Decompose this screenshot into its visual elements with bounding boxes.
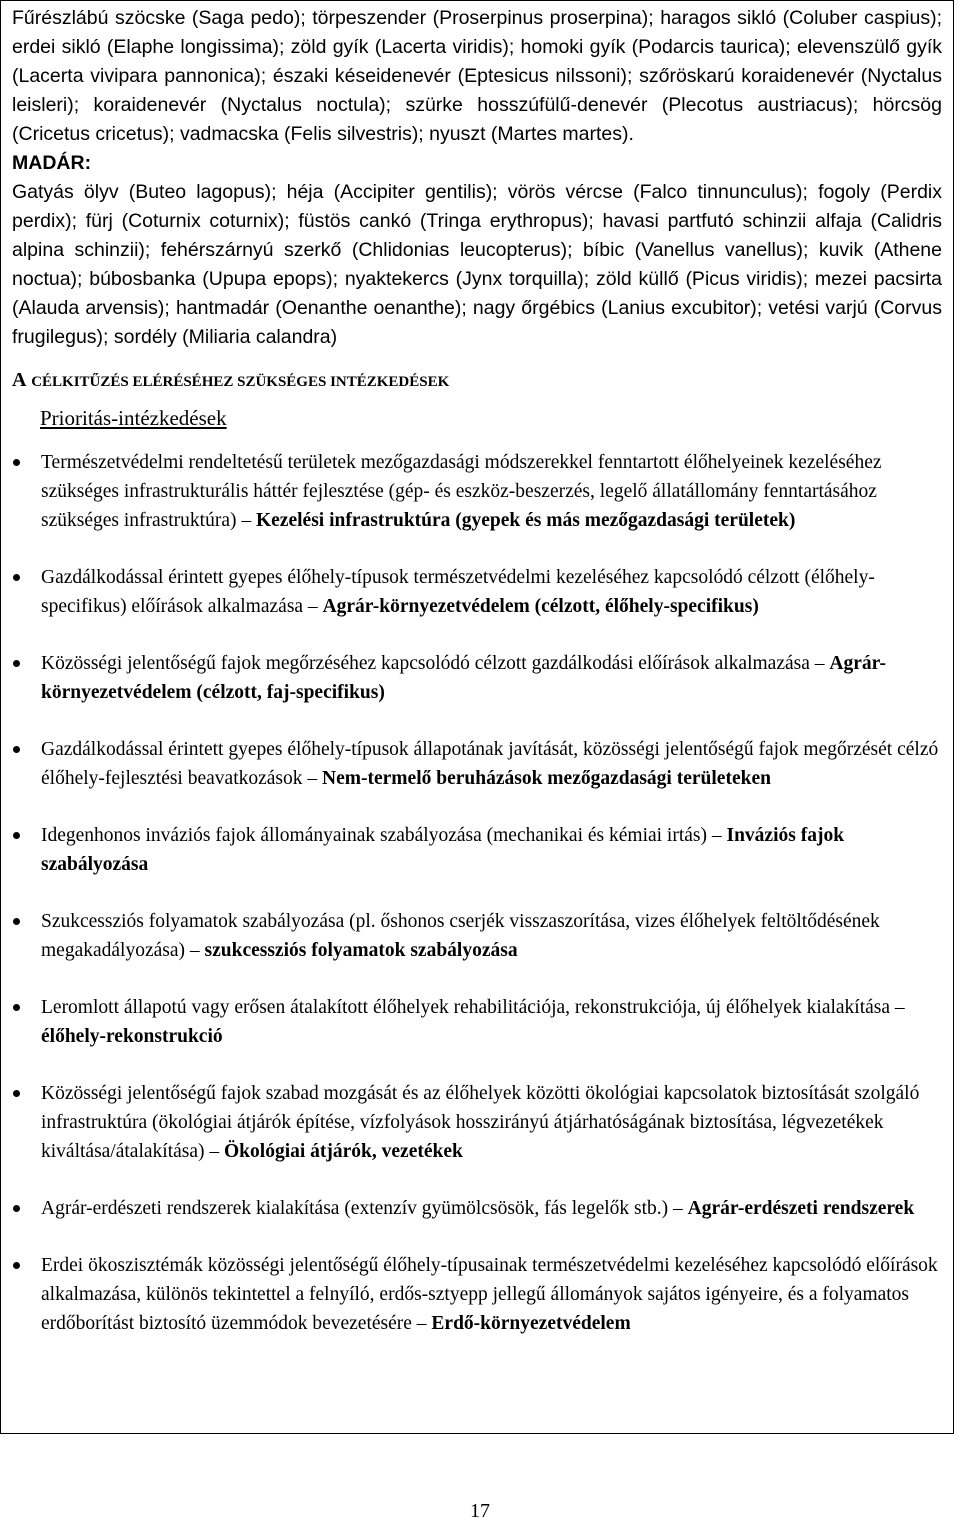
measure-text: Természetvédelmi rendeltetésű területek mezőgazdasági módszerekkel fenntartott élőhelyeinek kezeléséhez szükséges infrastrukturális háttér fejlesztése (gép- és eszköz-beszerzés, legelő állatállomány fenntartásához szükséges infrastruktúra) – [41,452,882,531]
measures-list [12,448,942,1338]
measure-category: Agrár-erdészeti rendszerek [687,1198,915,1219]
bullet-icon [13,1004,20,1011]
measure-category: Inváziós fajok szabályozása [41,825,845,875]
bullet-icon [13,660,20,667]
list-item [12,993,942,1051]
measures-heading-initial: A [12,369,27,391]
measure-category: Agrár-környezetvédelem (célzott, faj-specifikus) [41,653,887,703]
list-item [12,1194,942,1223]
measure-text: Közösségi jelentőségű fajok szabad mozgását és az élőhelyek közötti ökológiai kapcsolatok biztosítását szolgáló infrastruktúra (ökológiai átjárók építése, vízfolyások hosszirányú átjárhatóságának biztosítása, légvezetékek kiváltása/átalakítása) – [41,1083,920,1162]
bird-paragraph: Gatyás ölyv (Buteo lagopus); héja (Accipiter gentilis); vörös vércse (Falco tinnunculus); fogoly (Perdix perdix); fürj (Coturnix coturnix); füstös cankó (Tringa erythropus); havasi partfutó schinzii alfaja (Calidris alpina schinzii); fehérszárnyú szerkő (Chlidonias leucopterus); bíbic (Vanellus vanellus); kuvik (Athene noctua); búbosbanka (Upupa epops); nyaktekercs (Jynx torquilla); zöld küllő (Picus viridis); mezei pacsirta (Alauda arvensis); hantmadár (Oenanthe oenanthe); nagy őrgébics (Lanius excubitor); vetési varjú (Corvus frugilegus); sordély (Miliaria calandra) [12,181,942,348]
bullet-icon [13,1205,20,1212]
measures-heading [12,366,942,396]
list-item [12,448,942,535]
list-item [12,563,942,621]
species-paragraph: Fűrészlábú szöcske (Saga pedo); törpeszender (Proserpinus proserpina); haragos sikló (Coluber caspius); erdei sikló (Elaphe longissima); zöld gyík (Lacerta viridis); homoki gyík (Podarcis taurica); elevenszülő gyík (Lacerta vivipara pannonica); északi késeidenevér (Eptesicus nilssoni); szőröskarú koraidenevér (Nyctalus leisleri); koraidenevér (Nyctalus noctula); szürke hosszúfülű-denevér (Plecotus austriacus); hörcsög (Cricetus cricetus); vadmacska (Felis silvestris); nyuszt (Martes martes). [12,7,942,145]
measure-text: Agrár-erdészeti rendszerek kialakítása (extenzív gyümölcsösök, fás legelők stb.) – [41,1198,688,1219]
measure-category: Erdő-környezetvédelem [431,1313,631,1334]
bullet-icon [13,1090,20,1097]
bullet-icon [13,574,20,581]
measure-text: Leromlott állapotú vagy erősen átalakított élőhelyek rehabilitációja, rekonstrukciója, új élőhelyek kialakítása – [41,997,905,1018]
list-item [12,821,942,879]
bullet-icon [13,1262,20,1269]
bullet-icon [13,459,20,466]
measure-text: Idegenhonos inváziós fajok állományainak szabályozása (mechanikai és kémiai irtás) – [41,825,727,846]
list-item [12,735,942,793]
measure-category: élőhely-rekonstrukció [41,1026,223,1047]
measure-category: szukcessziós folyamatok szabályozása [204,940,518,961]
bullet-icon [13,746,20,753]
list-item [12,649,942,707]
measure-text: Gazdálkodással érintett gyepes élőhely-típusok állapotának javítását, közösségi jelentőségű fajok megőrzését célzó élőhely-fejlesztési beavatkozások – [41,739,939,789]
list-item [12,1251,942,1338]
priority-label: Prioritás-intézkedések [40,406,227,430]
measures-heading-text: CÉLKITŰZÉS ELÉRÉSÉHEZ SZÜKSÉGES INTÉZKEDÉSEK [31,374,450,390]
measure-text: Szukcessziós folyamatok szabályozása (pl. őshonos cserjék visszaszorítása, vizes élőhelyek feltöltődésének megakadályozása) – [41,911,880,961]
measure-text: Erdei ökoszisztémák közösségi jelentőségű élőhely-típusainak természetvédelmi kezeléséhez kapcsolódó előírások alkalmazása, különös tekintettel a felnyíló, erdős-sztyepp jellegű állományok sajátos igényeire, és a folyamatos erdőborítást biztosító üzemmódok bevezetésére – [41,1255,938,1334]
measure-category: Agrár-környezetvédelem (célzott, élőhely-specifikus) [322,596,759,617]
measure-category: Ökológiai átjárók, vezetékek [224,1141,463,1162]
bullet-icon [13,832,20,839]
bullet-icon [13,918,20,925]
page-number: 17 [470,1500,490,1522]
bird-heading: MADÁR: [12,152,92,174]
measure-category: Nem-termelő beruházások mezőgazdasági területeken [322,768,771,789]
measure-text: Gazdálkodással érintett gyepes élőhely-típusok természetvédelmi kezeléséhez kapcsolódó célzott (élőhely-specifikus) előírások alkalmazása – [41,567,875,617]
measure-text: Közösségi jelentőségű fajok megőrzéséhez kapcsolódó célzott gazdálkodási előírások alkalmazása – [41,653,830,674]
document-body [12,4,942,1366]
measure-category: Kezelési infrastruktúra (gyepek és más mezőgazdasági területek) [255,510,796,531]
list-item [12,907,942,965]
list-item [12,1079,942,1166]
